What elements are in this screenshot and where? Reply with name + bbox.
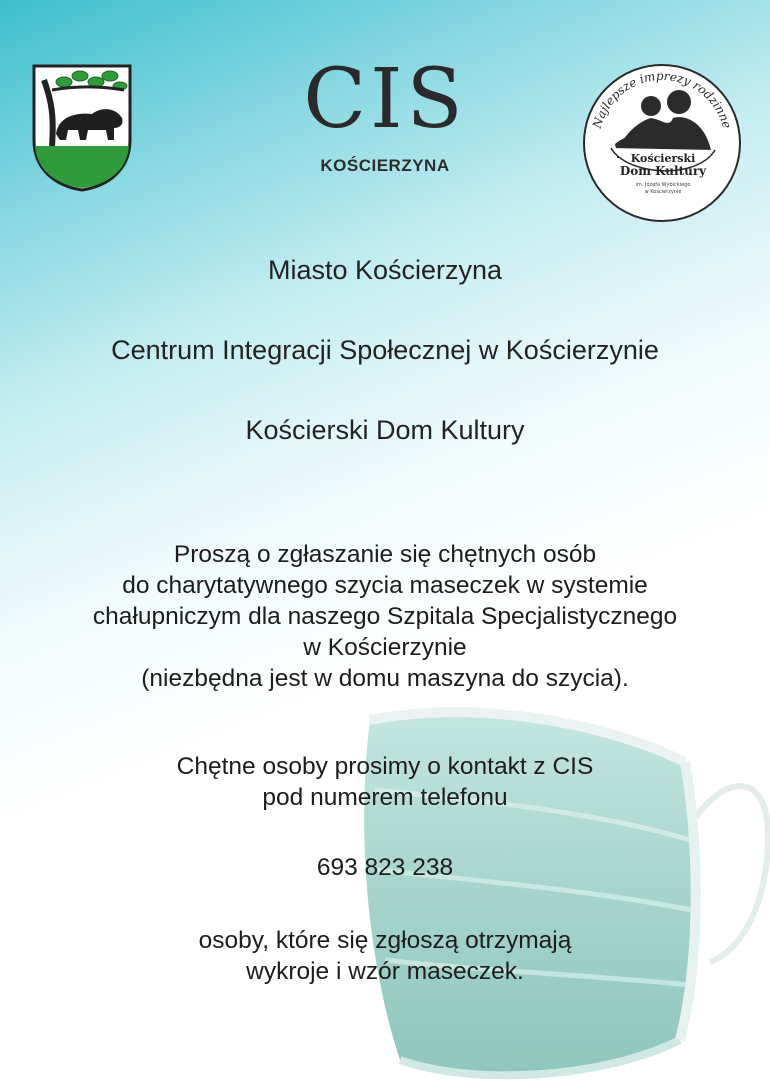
kdk-logo — [577, 58, 747, 228]
contact-paragraph — [0, 751, 770, 813]
contact-line: Chętne osoby prosimy o kontakt z CIS — [176, 753, 594, 780]
cis-logo-city: KOŚCIERZYNA — [320, 156, 450, 175]
kdk-arc-text: Najlepsze imprezy rodzinne — [589, 68, 735, 131]
cis-logo — [290, 52, 480, 192]
appeal-line: Proszą o zgłaszanie się chętnych osób — [173, 541, 597, 568]
contact-line: pod numerem telefonu — [262, 784, 508, 811]
info-line: wykroje i wzór maseczek. — [246, 958, 524, 985]
kdk-sub-line1: im. Józefa Wybickiego — [635, 182, 691, 188]
kdk-sub-line2: w Kościerzynie — [644, 189, 682, 195]
appeal-line: w Kościerzynie — [303, 634, 467, 661]
appeal-line: chałupniczym dla naszego Szpitala Specjalistycznego — [92, 603, 678, 630]
heading-cis: Centrum Integracji Społecznej w Kościerzynie — [111, 335, 659, 365]
cis-logo-mark: CIS — [303, 52, 467, 147]
kdk-name-line1: Kościerski — [630, 152, 696, 165]
info-paragraph — [0, 925, 770, 987]
phone-number: 693 823 238 — [316, 854, 454, 881]
heading-kdk: Kościerski Dom Kultury — [245, 415, 525, 445]
kdk-name-line2: Dom Kultury — [619, 164, 707, 178]
appeal-line: do charytatywnego szycia maseczek w systemie — [122, 572, 648, 599]
appeal-line: (niezbędna jest w domu maszyna do szycia). — [141, 665, 629, 692]
info-line: osoby, które się zgłoszą otrzymają — [198, 927, 572, 954]
appeal-paragraph — [0, 539, 770, 694]
heading-city: Miasto Kościerzyna — [267, 255, 503, 285]
coat-of-arms-icon — [30, 62, 134, 192]
